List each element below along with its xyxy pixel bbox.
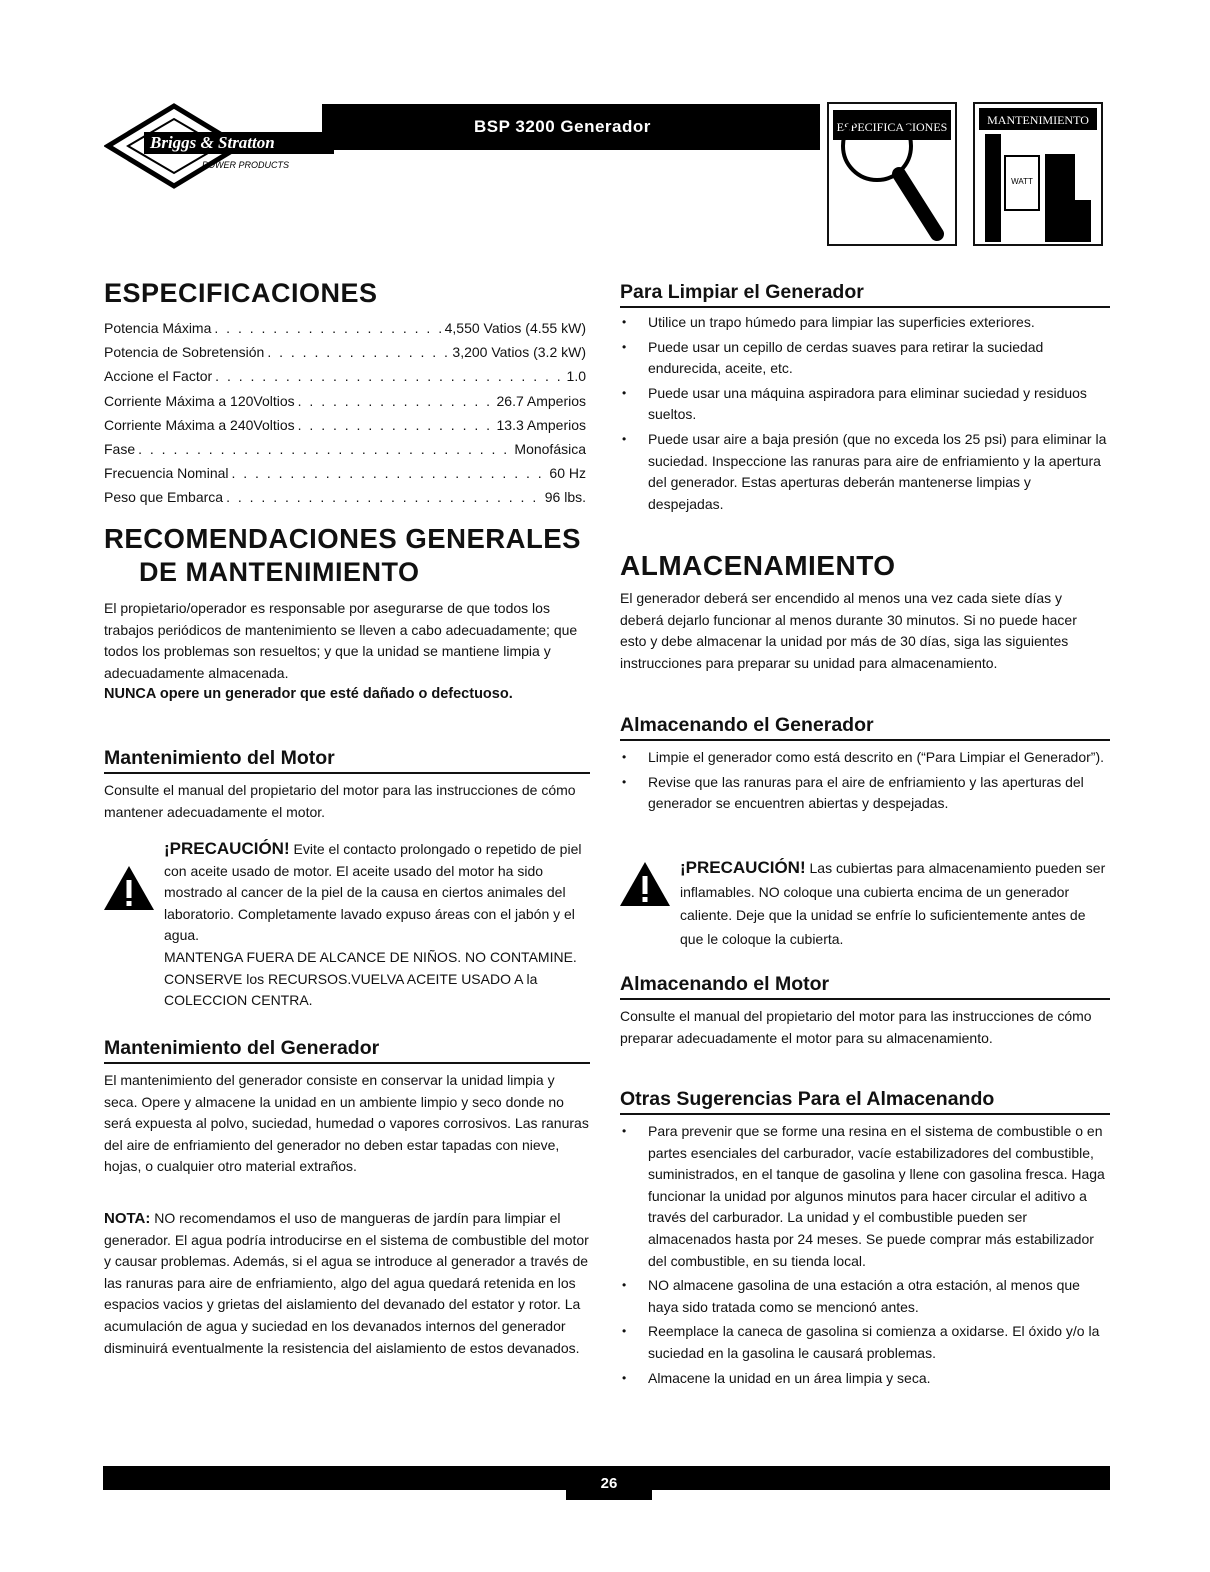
cleaning-heading: Para Limpiar el Generador — [620, 280, 1110, 308]
recommendations-heading: RECOMENDACIONES GENERALES — [104, 523, 581, 554]
brand-sub: POWER PRODUCTS — [202, 160, 290, 170]
document-title-bar — [322, 104, 820, 150]
page-number-text: 26 — [600, 1474, 618, 1492]
spec-value: 1.0 — [566, 368, 586, 385]
spec-row — [104, 316, 586, 340]
spec-label: Corriente Máxima a 120Voltios — [104, 392, 295, 409]
list-item: • Puede usar aire a baja presión (que no exceda los 25 psi) para eliminar la suciedad. Inspeccione las ranuras para aire de enfriamiento y la apertura del generador. Estas aperturas deberán mantenerse limpias y despejadas. — [620, 429, 1110, 515]
document-title: BSP 3200 Generador — [474, 117, 651, 136]
spec-row — [104, 461, 586, 485]
list-item: • Reemplace la caneca de gasolina si comienza a oxidarse. El óxido y/o la suciedad en la gasolina le causará problemas. — [620, 1321, 1110, 1364]
spec-leader — [212, 364, 566, 388]
generator-maintenance-heading: Mantenimiento del Generador — [104, 1036, 590, 1064]
specifications-tab-label: ESPECIFICACIONES — [836, 120, 948, 134]
briggs-stratton-logo — [104, 102, 334, 190]
spec-row — [104, 437, 586, 461]
spec-label: Accione el Factor — [104, 368, 213, 385]
nota-label: NOTA: — [104, 1210, 151, 1227]
spec-value: 96 lbs. — [544, 489, 586, 506]
spec-label: Corriente Máxima a 240Voltios — [104, 416, 295, 433]
magnifier-icon — [829, 104, 955, 244]
other-suggestions-heading: Otras Sugerencias Para el Almacenando — [620, 1087, 1110, 1115]
storing-motor-body: Consulte el manual del propietario del motor para las instrucciones de cómo preparar adecuadamente el motor para su almacenamiento. — [620, 1008, 1092, 1046]
motor-maintenance-body: Consulte el manual del propietario del motor para las instrucciones de cómo mantener adecuadamente el motor. — [104, 782, 576, 820]
generator-maintenance-body: El mantenimiento del generador consiste en conservar la unidad limpia y seca. Opere y almacene la unidad en un ambiente limpio y seco donde no será expuesta al polvo, suciedad, humedad o vapores corrosivos. Las ranuras del aire de enfriamiento del generador no deben estar tapadas con nieve, hojas, o cualquier otro material extraños. — [104, 1072, 589, 1175]
motor-caution-text: Evite el contacto prolongado o repetido de piel con aceite usado de motor. El aceite usado del motor ha sido mostrado al cancer de la piel de la causa en ciertos animales del laboratorio. Completamente lavado expuso áreas con el jabón y el agua. — [164, 841, 582, 944]
spec-row — [104, 413, 586, 437]
list-item: • Utilice un trapo húmedo para limpiar las superficies exteriores. — [620, 312, 1110, 334]
spec-leader — [295, 413, 497, 437]
spec-value: 3,200 Vatios (3.2 kW) — [452, 344, 586, 361]
maintenance-tab-label: MANTENIMIENTO — [987, 113, 1089, 127]
list-item: • Para prevenir que se forme una resina en el sistema de combustible o en partes esenciales del carburador, vacíe estabilizadores del combustible, suministrados, en el tanque de gasolina y llene con gasolina fresca. Haga funcionar la unidad por algunos minutos para hacer circular el aditivo a través del carburador. La unidad y el combustible pueden ser almacenados hasta por 24 meses. Se puede comprar más estabilizador del combustible, en su tienda local. — [620, 1121, 1110, 1272]
list-item: • Puede usar un cepillo de cerdas suaves para retirar la suciedad endurecida, aceite, etc. — [620, 337, 1110, 380]
storage-body: El generador deberá ser encendido al menos una vez cada siete días y deberá dejarlo funcionar al menos durante 30 minutos. Si no puede hacer esto y debe almacenar la unidad por más de 30 días, siga las siguientes instrucciones para preparar su unidad para almacenamiento. — [620, 590, 1077, 671]
maintenance-tab — [973, 102, 1103, 246]
recommendations-body: El propietario/operador es responsable por asegurarse de que todos los trabajos periódicos de mantenimiento se lleven a cabo adecuadamente; que todos los problemas son resueltos; y que la unidad se mantiene limpia y adecuadamente almacenada. — [104, 600, 578, 681]
specifications-list — [104, 316, 586, 510]
spec-value: 4,550 Vatios (4.55 kW) — [444, 320, 586, 336]
watt-label: WATT — [1011, 177, 1033, 186]
cleaning-list — [620, 312, 1110, 515]
specifications-tab — [827, 102, 957, 246]
warning-triangle-icon — [102, 864, 156, 912]
nota-text: NO recomendamos el uso de mangueras de jardín para limpiar el generador. El agua podría introducirse en el sistema de combustible del motor y causar problemas. Además, si el agua se introduce al generador a través de las ranuras para aire de enfriamiento, algo del agua quedará retenida en los espacios vacios y grietas del aislamiento del devanado del estator y rotor. La acumulación de agua y suciedad en los devanados internos del generador disminuirá eventualmente la resistencia del aislamiento de estos devanados. — [104, 1210, 589, 1356]
list-item: • Limpie el generador como está descrito en (“Para Limpiar el Generador”). — [620, 747, 1110, 769]
spec-leader — [223, 485, 545, 509]
spec-label: Potencia Máxima — [104, 320, 212, 336]
list-item: • Puede usar una máquina aspiradora para eliminar suciedad y residuos sueltos. — [620, 383, 1110, 426]
spec-value: 13.3 Amperios — [496, 416, 586, 433]
storage-caution-label: ¡PRECAUCIÓN! — [680, 858, 806, 877]
spec-value: 26.7 Amperios — [496, 392, 586, 409]
recommendations-heading-2: DE MANTENIMIENTO — [139, 557, 420, 587]
spec-leader — [295, 389, 497, 413]
brand-name: Briggs & Stratton — [150, 133, 275, 152]
spec-row — [104, 364, 586, 388]
spec-leader — [229, 461, 550, 485]
storing-motor-heading: Almacenando el Motor — [620, 972, 1110, 1000]
storage-heading: ALMACENAMIENTO — [620, 550, 896, 581]
list-item: • Almacene la unidad en un área limpia y seca. — [620, 1368, 1110, 1390]
spec-row — [104, 389, 586, 413]
specifications-heading: ESPECIFICACIONES — [104, 278, 378, 308]
spec-leader — [135, 437, 514, 461]
recommendations-warning: NUNCA opere un generador que esté dañado o defectuoso. — [104, 686, 513, 703]
spec-leader — [264, 340, 452, 364]
spec-row — [104, 485, 586, 509]
storage-caution — [620, 856, 1110, 951]
list-item: • NO almacene gasolina de una estación a otra estación, al menos que haya sido tratada como se mencionó antes. — [620, 1275, 1110, 1318]
spec-value: Monofásica — [514, 441, 586, 458]
spec-row — [104, 340, 586, 364]
other-suggestions-list — [620, 1121, 1110, 1389]
storage-caution-text: Las cubiertas para almacenamiento pueden ser inflamables. NO coloque una cubierta encima de un generador caliente. Deje que la unidad se enfríe lo suficientemente antes de que le coloque la cubierta. — [680, 860, 1106, 947]
spec-label: Potencia de Sobretensión — [104, 344, 265, 361]
motor-caution-label: ¡PRECAUCIÓN! — [164, 839, 290, 858]
motor-maintenance-heading: Mantenimiento del Motor — [104, 746, 590, 774]
maintenance-icon — [975, 104, 1101, 244]
page-number — [566, 1466, 652, 1500]
list-item: • Revise que las ranuras para el aire de enfriamiento y las aperturas del generador se encuentren abiertas y despejadas. — [620, 772, 1110, 815]
spec-label: Frecuencia Nominal — [104, 465, 229, 482]
storing-generator-list — [620, 747, 1110, 815]
spec-label: Fase — [104, 441, 136, 458]
spec-label: Peso que Embarca — [104, 489, 224, 506]
spec-leader — [211, 316, 444, 340]
spec-value: 60 Hz — [549, 465, 586, 482]
motor-caution — [104, 838, 590, 1012]
motor-caution-caps: MANTENGA FUERA DE ALCANCE DE NIÑOS. NO CONTAMINE. CONSERVE los RECURSOS.VUELVA ACEITE USADO A la COLECCION CENTRA. — [164, 948, 577, 1009]
warning-triangle-icon — [618, 860, 672, 908]
storing-generator-heading: Almacenando el Generador — [620, 713, 1110, 741]
